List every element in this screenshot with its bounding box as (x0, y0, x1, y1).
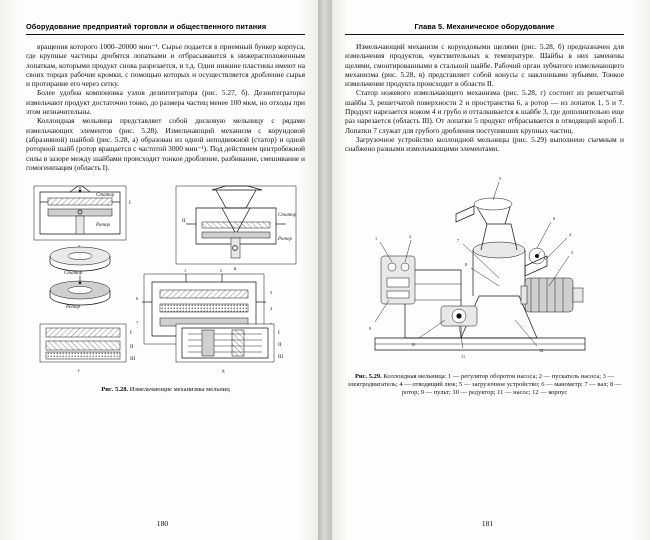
svg-text:4: 4 (569, 231, 572, 237)
paragraph: Измельчающий механизм с корундовыми щелями (рис. 5.28, б) предназначен для измельчения продуктов, чувствительных к температуре. Шайбы в них заменены щелями, смонтированными в стальной шайбе. Рабочий орган зубчатого измельчающего механизма (рис. 5.28, в) представляет собой конусы с наклонными зубьями. Тонкое измельчение продукта происходит в области II. (345, 42, 624, 89)
paragraph: Более удобна компоновка узлов дезинтегратора (рис. 5.27, б). Дезинтеграторы измельчают продукт достаточно тонко, до размера частиц менее 100 мкм, но отходы при этом незначительны. (26, 88, 305, 117)
svg-text:3: 3 (270, 290, 273, 296)
right-page (325, 0, 650, 540)
mech-a2 (50, 247, 110, 310)
label-rotor-right: Ротор (278, 237, 292, 243)
figure-5-29-caption (345, 373, 624, 397)
svg-text:I: I (130, 330, 132, 337)
svg-text:4: 4 (270, 306, 273, 312)
figure-5-29 (345, 160, 624, 397)
mech-detail-left (40, 324, 135, 374)
svg-text:8: 8 (465, 261, 468, 267)
svg-text:II: II (182, 218, 186, 225)
svg-text:6: 6 (136, 296, 139, 302)
paragraph: Статор ножевого измельчающего механизма (рис. 5.28, г) состоит из решетчатой шайбы 3, решетчатой поверхности 2 и пространства 6, а ротор — из лопаток 1, 5 и 7. Продукт нарезается ножом 4 и грубо и отталкивается к шайбе 3, где дополнительно еще раз нарезается (область III). От лопатки 5 продукт отбрасывается в отводящий короб 1. Лопатки 7 служат для грубого дробления поступивших крупных частиц. (345, 88, 624, 135)
svg-text:I: I (278, 330, 280, 337)
label-stator-mid: Статор (64, 271, 83, 277)
svg-text:3: 3 (571, 249, 574, 255)
svg-text:5: 5 (499, 175, 502, 181)
svg-text:9: 9 (369, 325, 372, 331)
paragraph: Загрузочное устройство коллоидной мельницы (рис. 5.29) выполнено съемным и снабжено разными измельчающими элементами. (345, 134, 624, 154)
figure-5-29-drawing (345, 160, 624, 370)
right-running-head: Глава 5. Механическое оборудование (345, 22, 624, 35)
svg-text:III: III (278, 354, 284, 361)
colloid-mill-drawing (369, 176, 585, 359)
figure-5-28-drawing (26, 178, 305, 383)
svg-text:III: III (130, 356, 136, 363)
svg-text:7: 7 (457, 237, 460, 243)
paragraph: вращения которого 1000–20000 мин⁻¹. Сырье подается в приемный бункер корпуса, где крупные частицы дробятся лопатками и отбрасываются к нижерасположенным лопаткам, которыми продукт снова разрезается, и т.д. Одни нижние пластины имеют на своих торцах рабочие кромки, с помощью которых и осуществляется дробление сырья и протирание его через сетку. (26, 42, 305, 89)
label-rotor: Ротор (96, 223, 110, 229)
svg-text:1: 1 (184, 268, 187, 274)
right-body-text (345, 42, 624, 154)
figure-5-28-number: Рис. 5.28. (101, 386, 129, 394)
figure-5-28 (26, 178, 305, 394)
svg-text:7: 7 (136, 320, 139, 326)
svg-text:г: г (78, 369, 81, 375)
paragraph: Коллоидная мельница представляет собой дисковую мельницу с рядами измельчающих элементов (рис. 5.28). Измельчающий механизм с корундовой (абразивной) шайбой (рис. 5.28, а) образован из одной неподвижной (статор) и одной роторной шайб (ротор вращается с частотой 3000 мин⁻¹). Под действием центробежной силы в зазоре между шайбами происходит тонкое дробление, разбивание, смешивание и гомогенизация (область I). (26, 116, 305, 172)
label-stator-right: Статор (278, 213, 297, 219)
svg-text:2: 2 (409, 233, 412, 239)
mech-a (34, 186, 131, 250)
svg-text:1: 1 (375, 235, 378, 241)
svg-text:11: 11 (461, 353, 466, 359)
right-folio: 181 (481, 519, 494, 528)
svg-text:в: в (234, 267, 237, 273)
figure-5-29-number: Рис. 5.29. (354, 372, 382, 380)
svg-text:12: 12 (539, 347, 544, 353)
svg-text:10: 10 (411, 341, 416, 347)
left-body-text (26, 42, 305, 172)
mech-b (176, 186, 297, 272)
label-stator: Статор (96, 193, 115, 199)
svg-text:II: II (130, 344, 134, 351)
svg-text:2: 2 (220, 268, 223, 274)
svg-text:6: 6 (553, 215, 556, 221)
svg-text:II: II (278, 342, 282, 349)
mech-detail-right (176, 324, 283, 374)
figure-5-29-text: Коллоидная мельница: 1 — регулятор оборотов насоса; 2 — пускатель насоса; 3 — электродвигатель; 4 — отводящий люк; 5 — загрузочное устройство; 6 — манометр; 7 — вал; 8 — ротор; 9 — пульт; 10 — редуктор; 11 — насос; 12 — корпус (347, 372, 622, 396)
figure-5-28-text: Измельчающие механизмы мельниц (129, 386, 230, 394)
left-folio: 180 (156, 519, 169, 528)
label-rotor-mid: Ротор (66, 305, 80, 311)
svg-text:I: I (129, 200, 131, 207)
svg-text:д: д (222, 369, 225, 375)
figure-5-28-caption (26, 386, 305, 394)
left-running-head: Оборудование предприятий торговли и общественного питания (26, 22, 305, 35)
